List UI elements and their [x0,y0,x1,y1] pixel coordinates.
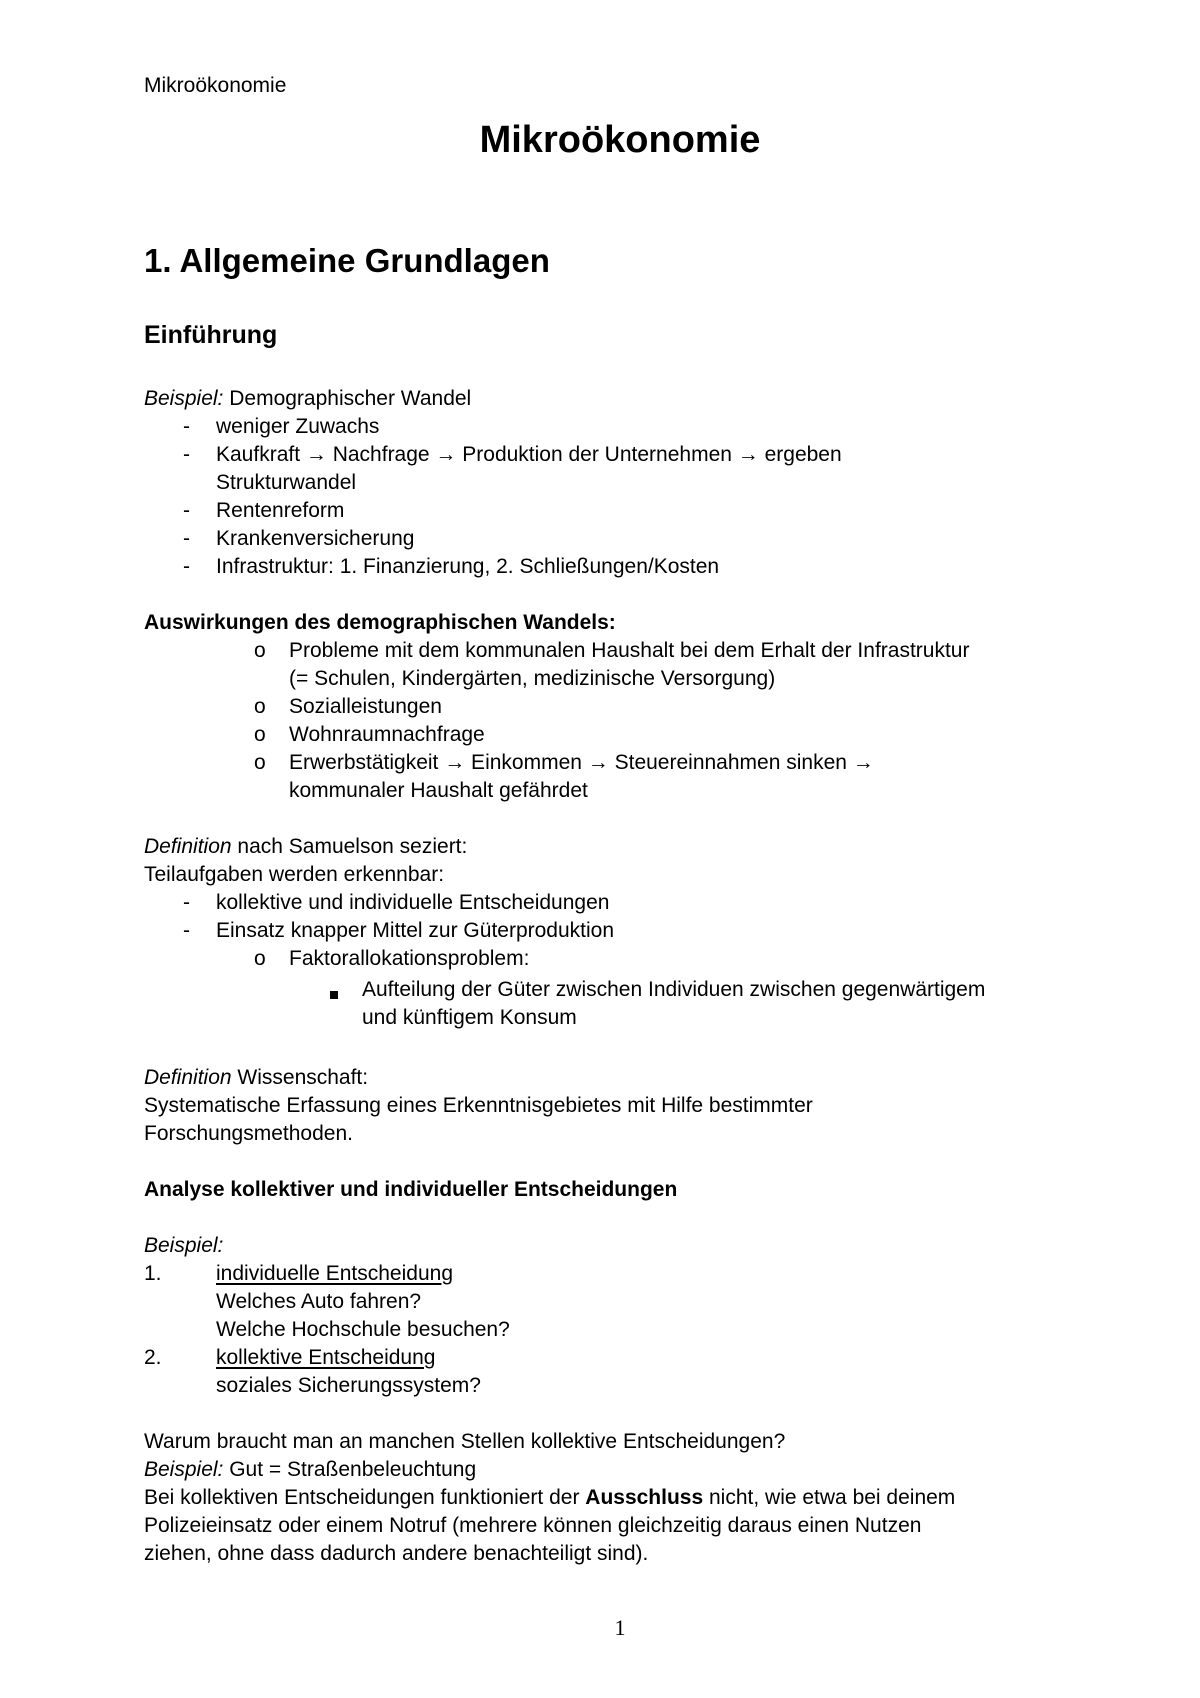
list-item: Rentenreform [216,499,345,522]
list-item: Krankenversicherung [216,527,415,550]
list-item: Probleme mit dem kommunalen Haushalt bei dem Erhalt der Infrastruktur [289,639,970,662]
list-item: Sozialleistungen [289,695,442,718]
definition-text: nach Samuelson seziert: [231,835,468,858]
list-item: Kaufkraft → Nachfrage → Produktion der Unternehmen → ergeben [216,443,842,466]
definition-subline: Teilaufgaben werden erkennbar: [144,863,445,886]
list-item: kollektive und individuelle Entscheidungen [216,891,610,914]
definition-label: Definition [144,835,232,858]
paragraph-line [144,1484,955,1512]
example-line [144,385,471,413]
paragraph-line: ziehen, ohne dass dadurch andere benachteiligt sind). [144,1542,649,1565]
example-label-text: Beispiel: [144,1234,224,1257]
subsection-heading: Einführung [144,321,278,349]
effects-heading: Auswirkungen des demographischen Wandels: [144,611,616,634]
analysis-heading: Analyse kollektiver und individueller Entscheidungen [144,1178,678,1201]
numbered-title-text: individuelle Entscheidung [216,1262,453,1285]
circle-bullet: o [254,723,266,746]
dash-marker: - [183,555,190,578]
list-item: Einsatz knapper Mittel zur Güterproduktion [216,919,615,942]
paragraph-text: nicht, wie etwa bei deinem [703,1486,956,1509]
definition-label: Definition [144,1066,232,1089]
circle-bullet: o [254,695,266,718]
list-item-continuation: kommunaler Haushalt gefährdet [289,779,588,802]
example-text: Gut = Straßenbeleuchtung [223,1458,477,1481]
list-item: Erwerbstätigkeit → Einkommen → Steuereinnahmen sinken → [289,751,874,774]
numbered-line: Welche Hochschule besuchen? [216,1318,510,1341]
definition-line [144,833,467,861]
numbered-title [216,1260,453,1288]
dash-marker: - [183,499,190,522]
circle-bullet: o [254,947,266,970]
document-title: Mikroökonomie [479,119,761,161]
numbered-title-text: kollektive Entscheidung [216,1346,436,1369]
list-item: Infrastruktur: 1. Finanzierung, 2. Schließungen/Kosten [216,555,720,578]
definition-line [144,1064,368,1092]
list-item-continuation: Strukturwandel [216,471,357,494]
question-line: Warum braucht man an manchen Stellen kollektive Entscheidungen? [144,1430,786,1453]
list-number: 1. [144,1262,162,1285]
definition-body: Systematische Erfassung eines Erkenntnisgebietes mit Hilfe bestimmter [144,1094,813,1117]
dash-marker: - [183,415,190,438]
list-item-continuation: (= Schulen, Kindergärten, medizinische Versorgung) [289,667,776,690]
dash-marker: - [183,919,190,942]
numbered-title [216,1344,435,1372]
list-item: weniger Zuwachs [216,415,380,438]
dash-marker: - [183,891,190,914]
square-bullet [330,986,338,1004]
list-number: 2. [144,1346,162,1369]
example-label: Beispiel: [144,387,224,410]
circle-bullet: o [254,751,266,774]
dash-marker: - [183,443,190,466]
subsub-list-item-continuation: und künftigem Konsum [362,1006,577,1029]
bold-term: Ausschluss [585,1486,704,1509]
subsub-list-item: Aufteilung der Güter zwischen Individuen zwischen gegenwärtigem [362,978,986,1001]
definition-text: Wissenschaft: [231,1066,369,1089]
sub-list-item: Faktorallokationsproblem: [289,947,530,970]
paragraph-line: Polizeieinsatz oder einem Notruf (mehrere können gleichzeitig daraus einen Nutzen [144,1514,922,1537]
example-line [144,1456,476,1484]
dash-marker: - [183,527,190,550]
example-text: Demographischer Wandel [223,387,472,410]
section-heading: 1. Allgemeine Grundlagen [144,242,550,279]
running-header: Mikroökonomie [144,74,287,97]
circle-bullet: o [254,639,266,662]
example-label: Beispiel: [144,1458,224,1481]
page-number: 1 [614,1615,626,1640]
numbered-line: soziales Sicherungssystem? [216,1374,481,1397]
paragraph-text: Bei kollektiven Entscheidungen funktioniert der [144,1486,586,1509]
numbered-line: Welches Auto fahren? [216,1290,422,1313]
example-label [144,1232,223,1260]
definition-body: Forschungsmethoden. [144,1122,353,1145]
list-item: Wohnraumnachfrage [289,723,485,746]
